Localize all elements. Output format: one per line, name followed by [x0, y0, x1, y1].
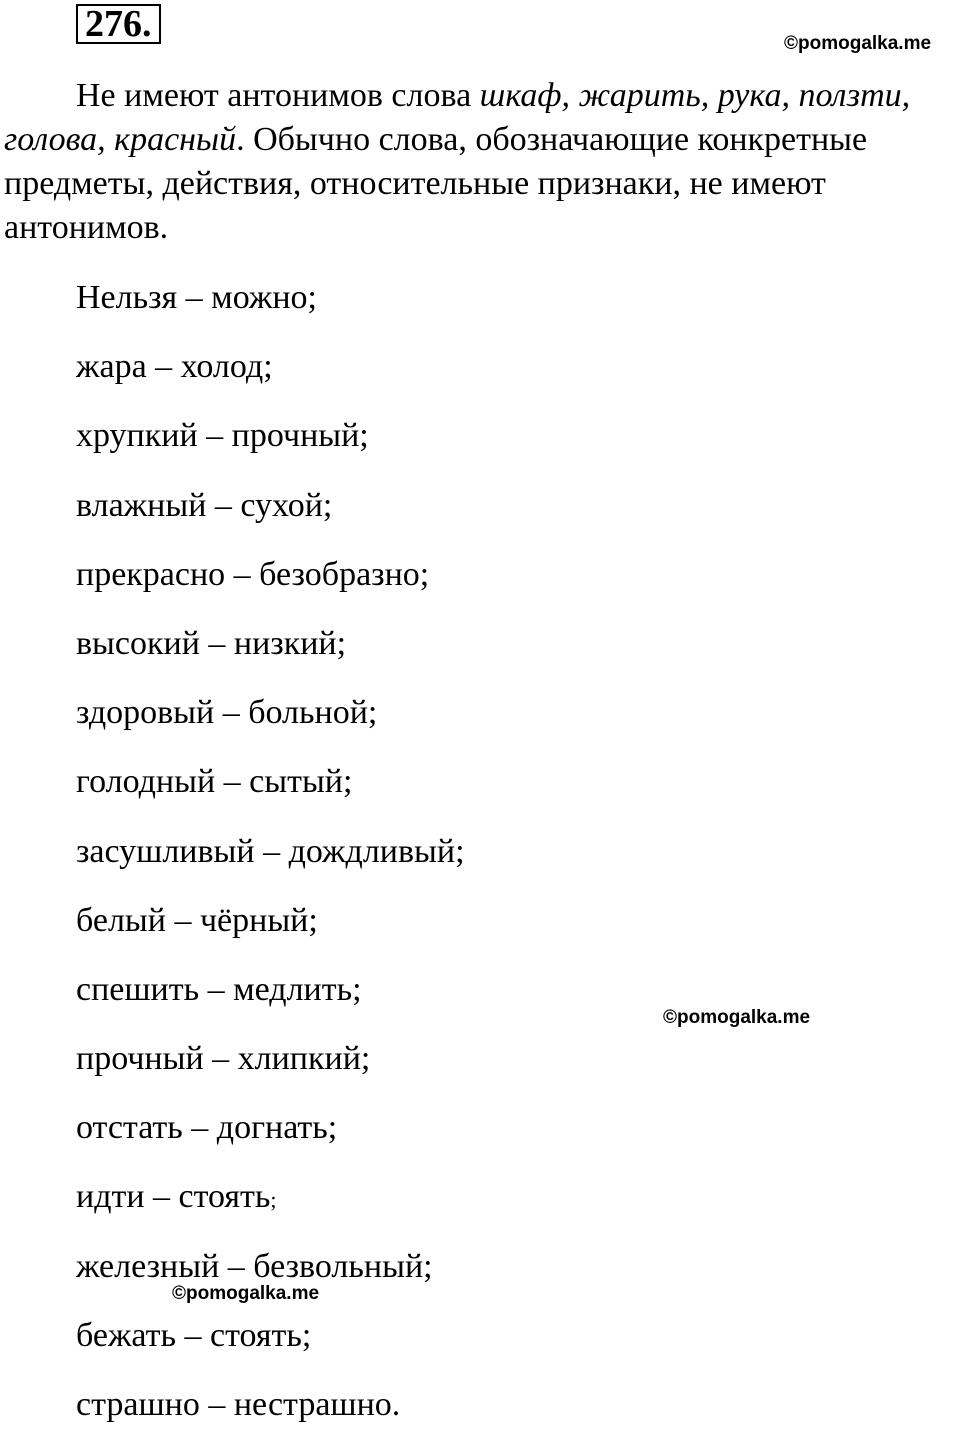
antonym-pair: засушливый – дождливый;	[76, 832, 465, 870]
antonym-pair: прекрасно – безобразно;	[76, 555, 430, 593]
antonym-pair: прочный – хлипкий;	[76, 1040, 371, 1078]
antonym-pair: хрупкий – прочный;	[76, 417, 369, 455]
antonym-pair: страшно – нестрашно.	[76, 1386, 401, 1423]
antonym-pair: бежать – стоять;	[76, 1316, 312, 1354]
intro-text-end: . Обычно слова, обозначающие конкретные предметы, действия, относительные признаки, не имеют антонимов.	[4, 121, 868, 246]
intro-italic-words: шкаф, жарить, рука, ползти, голова, красный	[4, 77, 911, 158]
watermark: ©pomogalka.me	[784, 33, 932, 54]
intro-text-start: Не имеют антонимов слова	[76, 77, 480, 114]
antonym-pair: жара – холод;	[76, 348, 273, 386]
antonym-pair: голодный – сытый;	[76, 763, 353, 801]
antonym-pair: Нельзя – можно;	[76, 279, 317, 316]
small-semicolon: ;	[270, 1187, 277, 1213]
antonym-pair: высокий – низкий;	[76, 624, 347, 662]
watermark: ©pomogalka.me	[172, 1283, 320, 1304]
antonym-pair-item	[76, 1175, 465, 1244]
antonym-pair: влажный – сухой;	[76, 486, 333, 524]
watermark: ©pomogalka.me	[663, 1007, 811, 1028]
antonym-pair: спешить – медлить;	[76, 970, 362, 1008]
antonym-pair-text: идти – стоять	[76, 1178, 271, 1216]
task-number: 276.	[76, 4, 161, 44]
antonym-pair: белый – чёрный;	[76, 901, 318, 939]
antonym-pair: здоровый – больной;	[76, 694, 378, 732]
antonym-pair: отстать – догнать;	[76, 1109, 338, 1147]
antonym-pair: железный – безвольный;	[76, 1247, 433, 1285]
antonym-pair-list	[76, 276, 465, 1452]
intro-paragraph	[4, 74, 956, 250]
